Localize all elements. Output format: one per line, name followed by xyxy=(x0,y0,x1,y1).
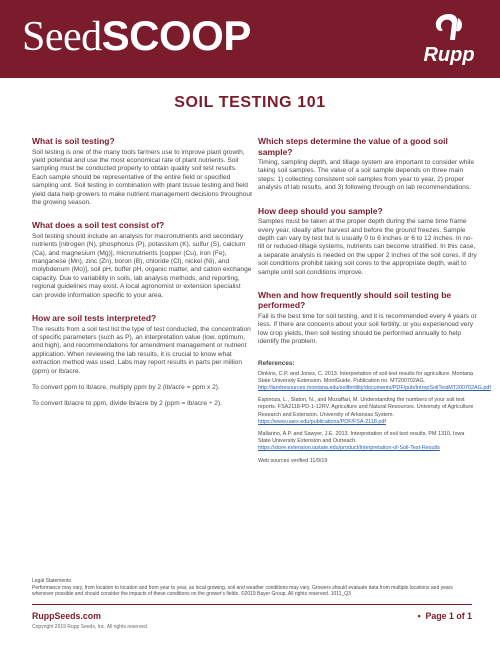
reference-item xyxy=(258,431,478,453)
seedscoop-logo xyxy=(22,12,251,61)
website-link[interactable]: RuppSeeds.com xyxy=(32,611,101,621)
section-body-consist-of: Soil testing should include an analysis for macronutrients and secondary nutrients [nitrogen (N), phosphorus (P), potassium (K), sulfur (S), calcium (Ca), and magnesium (Mg)], micronutrients [copper (Cu), iron (Fe), manganese (Mn), zinc (Zn), boron (B), chloride (Cl), nickel (Ni), and molybdenum (Mo)], soil pH, buffer pH, organic matter, and cation exchange capacity. Due to variability in soils, lab analysis methods, and reporting, regional guidelines may exist. A local agronomist or extension specialist can provide information specific to your area. xyxy=(32,232,252,299)
left-column xyxy=(32,136,252,409)
section-body-what-is: Soil testing is one of the many tools farmers use to improve plant growth, yield potential and use the most economical rate of plant nutrients. Soil sampling must be conducted properly to obtain quality soil test results. Each sample should be representative of the entire field or specified sampling unit. Soil testing in combination with plant tissue testing and field yield data help growers to make nutrient management decisions throughout the growing season. xyxy=(32,148,252,206)
section-heading-frequency: When and how frequently should soil testing be performed? xyxy=(258,289,452,311)
section-body-interpreted: The results from a soil test list the type of test conducted, the concentration of specific parameters (such as P), an interpretation value (low, optimum, and high), and recommendations for amendment management or nutrient application. When reviewing the lab results, it is crucial to know what extraction method was used. Labs may report results in parts per million (ppm) or lb/acre. xyxy=(32,325,251,375)
reference-text: Dinkins, C.P. and Jones, C. 2013. Interpretation of soil test results for agriculture. Montana State University Extension. MontGuide. Publication no. MT200702AG. xyxy=(258,370,474,384)
reference-link[interactable]: https://www.uaex.edu/publications/PDF/FSA-2118.pdf xyxy=(258,418,386,425)
reference-item xyxy=(258,397,478,426)
section-body-depth: Samples must be taken at the proper depth during the same time frame every year, ideally after harvest and before the ground freezes. Sample depth can vary by test but is usually 0 to 6 inches or 6 to 12 inches. In no-till or reduced-tillage systems, nutrients can become stratified. In this case, a separate analysis is needed on the upper 2 inches of the soil cores. If dry soil conditions prohibit taking soil cores to the appropriate depth, wait to sample until soil conditions improve. xyxy=(258,218,477,276)
bullet-separator: • xyxy=(417,611,426,621)
brand-scoop-text: SCOOP xyxy=(101,12,251,59)
brand-seed-text: Seed xyxy=(22,14,102,60)
copyright-text: Copyright 2019 Rupp Seeds, Inc. All rights reserved. xyxy=(32,624,149,630)
footer-divider xyxy=(32,604,472,605)
section-body-steps: Timing, sampling depth, and tillage system are important to consider while taking soil samples. The value of a soil sample depends on three main steps: 1) collecting consistent soil samples from year to year, 2) proper analysis of lab results, and 3) following through on lab recommendations. xyxy=(258,159,474,192)
header-banner xyxy=(0,0,500,78)
reference-item xyxy=(258,370,491,393)
conversion-ppm-to-lb: To convert ppm to lb/acre, multiply ppm by 2 (lb/acre = ppm x 2). xyxy=(32,384,220,392)
section-heading-depth: How deep should you sample? xyxy=(258,205,383,216)
page-indicator xyxy=(418,611,472,621)
section-heading-consist-of: What does a soil test consist of? xyxy=(32,220,165,231)
reference-text: Mallarino, A.P. and Sawyer, J.E. 2013. Interpretation of soil test results. PM 1310, Iowa State University Extension and Outreach. xyxy=(258,431,465,445)
legal-heading: Legal Statements xyxy=(32,578,71,584)
section-body-frequency: Fall is the best time for soil testing, and it is recommended every 4 years or less. If there are concerns about your soil fertility, or you experienced very low crop yields, then soil testing should be performed annually to help identify the problem. xyxy=(258,312,477,346)
right-column xyxy=(258,136,491,470)
legal-statements xyxy=(32,578,472,598)
legal-body: Performance may vary, from location to location and from year to year, as local growing, soil and weather conditions may vary. Growers should evaluate data from multiple locations and years whenever possible and should consider the impacts of these conditions on the grower's fields. ©2019 Bayer Group. All rights reserved. 1011_Q3 xyxy=(32,584,453,598)
rupp-wordmark: Rupp xyxy=(423,44,475,66)
reference-link[interactable]: https://store.extension.iastate.edu/product/Interpretation-of-Soil-Test-Results xyxy=(258,445,440,452)
reference-text: Espinoza, L., Slaton, N., and Mozaffari, M. Understanding the numbers of your soil test reports. FSA2118-PD-1-12RV. Agriculture and Natural Resources. University of Agriculture Research and Extension. University of Arkansas System. xyxy=(258,397,474,418)
conversion-lb-to-ppm: To convert lb/acre to ppm, divide lb/acre by 2 (ppm = lb/acre ÷ 2). xyxy=(32,400,222,408)
reference-link[interactable]: http://landresources.montana.edu/soilfertility/documents/PDF/pub/IntrepSoilTestMT200702AG.pdf xyxy=(258,385,491,391)
section-heading-interpreted: How are soil tests interpreted? xyxy=(32,313,157,324)
rupp-logo xyxy=(418,10,480,70)
page-title: SOIL TESTING 101 xyxy=(174,94,326,111)
section-heading-steps: Which steps determine the value of a good soil sample? xyxy=(258,136,448,157)
web-sources-verified: Web sources verified 11/9/19 xyxy=(258,457,328,464)
page-number: Page 1 of 1 xyxy=(425,611,472,621)
ram-head-icon xyxy=(418,10,480,44)
references-heading: References: xyxy=(258,359,295,367)
section-heading-what-is: What is soil testing? xyxy=(32,136,115,146)
